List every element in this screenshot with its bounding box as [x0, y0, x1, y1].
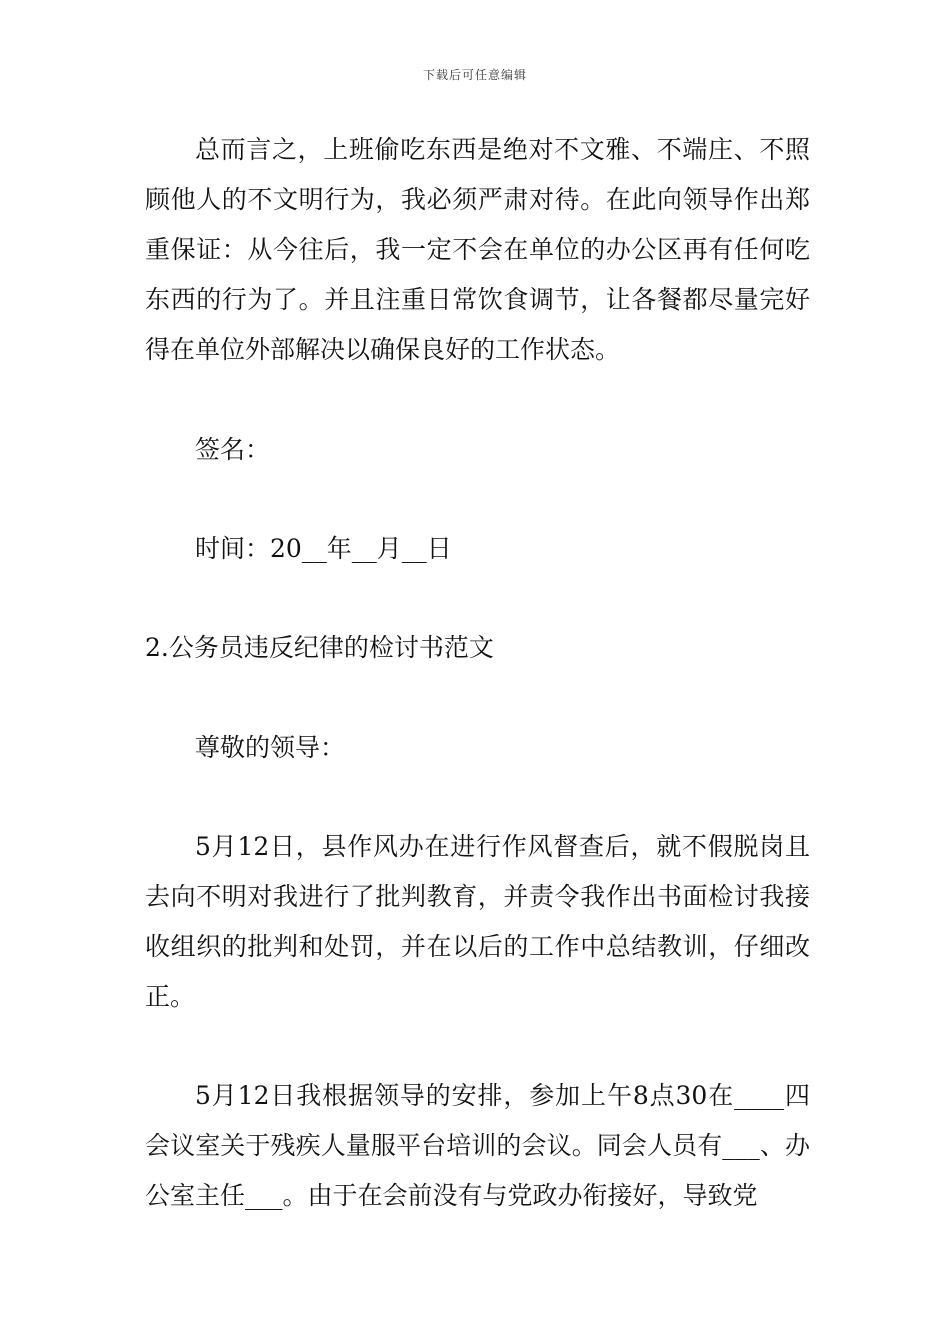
- paragraph-meeting-block: [145, 1071, 810, 1221]
- salutation-block: [145, 723, 810, 773]
- date-line: 时间：20__年__月__日: [195, 534, 452, 563]
- section-title: 2.公务员违反纪律的检讨书范文: [145, 633, 494, 662]
- header-note: 下载后可任意编辑: [422, 68, 527, 82]
- date-block: [145, 524, 810, 574]
- signature-line: 签名：: [195, 435, 271, 464]
- section-title-block: [145, 623, 810, 673]
- paragraph-incident-block: [145, 822, 810, 1022]
- paragraph-conclusion: 总而言之，上班偷吃东西是绝对不文雅、不端庄、不照顾他人的不文明行为，我必须严肃对待。在此向领导作出郑重保证：从今往后，我一定不会在单位的办公区再有任何吃东西的行为了。并且注重日常饮食调节，让各餐都尽量完好得在单位外部解决以确保良好的工作状态。: [145, 135, 810, 364]
- paragraph-conclusion-block: [145, 125, 810, 375]
- paragraph-incident: 5月12日，县作风办在进行作风督查后，就不假脱岗且去向不明对我进行了批判教育，并责令我作出书面检讨我接收组织的批判和处罚，并在以后的工作中总结教训，仔细改正。: [145, 832, 810, 1011]
- signature-block: [145, 425, 810, 475]
- paragraph-meeting: 5月12日我根据领导的安排，参加上午8点30在____四会议室关于残疾人量服平台培训的会议。同会人员有___、办公室主任___。由于在会前没有与党政办衔接好，导致党: [145, 1081, 810, 1210]
- salutation: 尊敬的领导：: [195, 733, 346, 762]
